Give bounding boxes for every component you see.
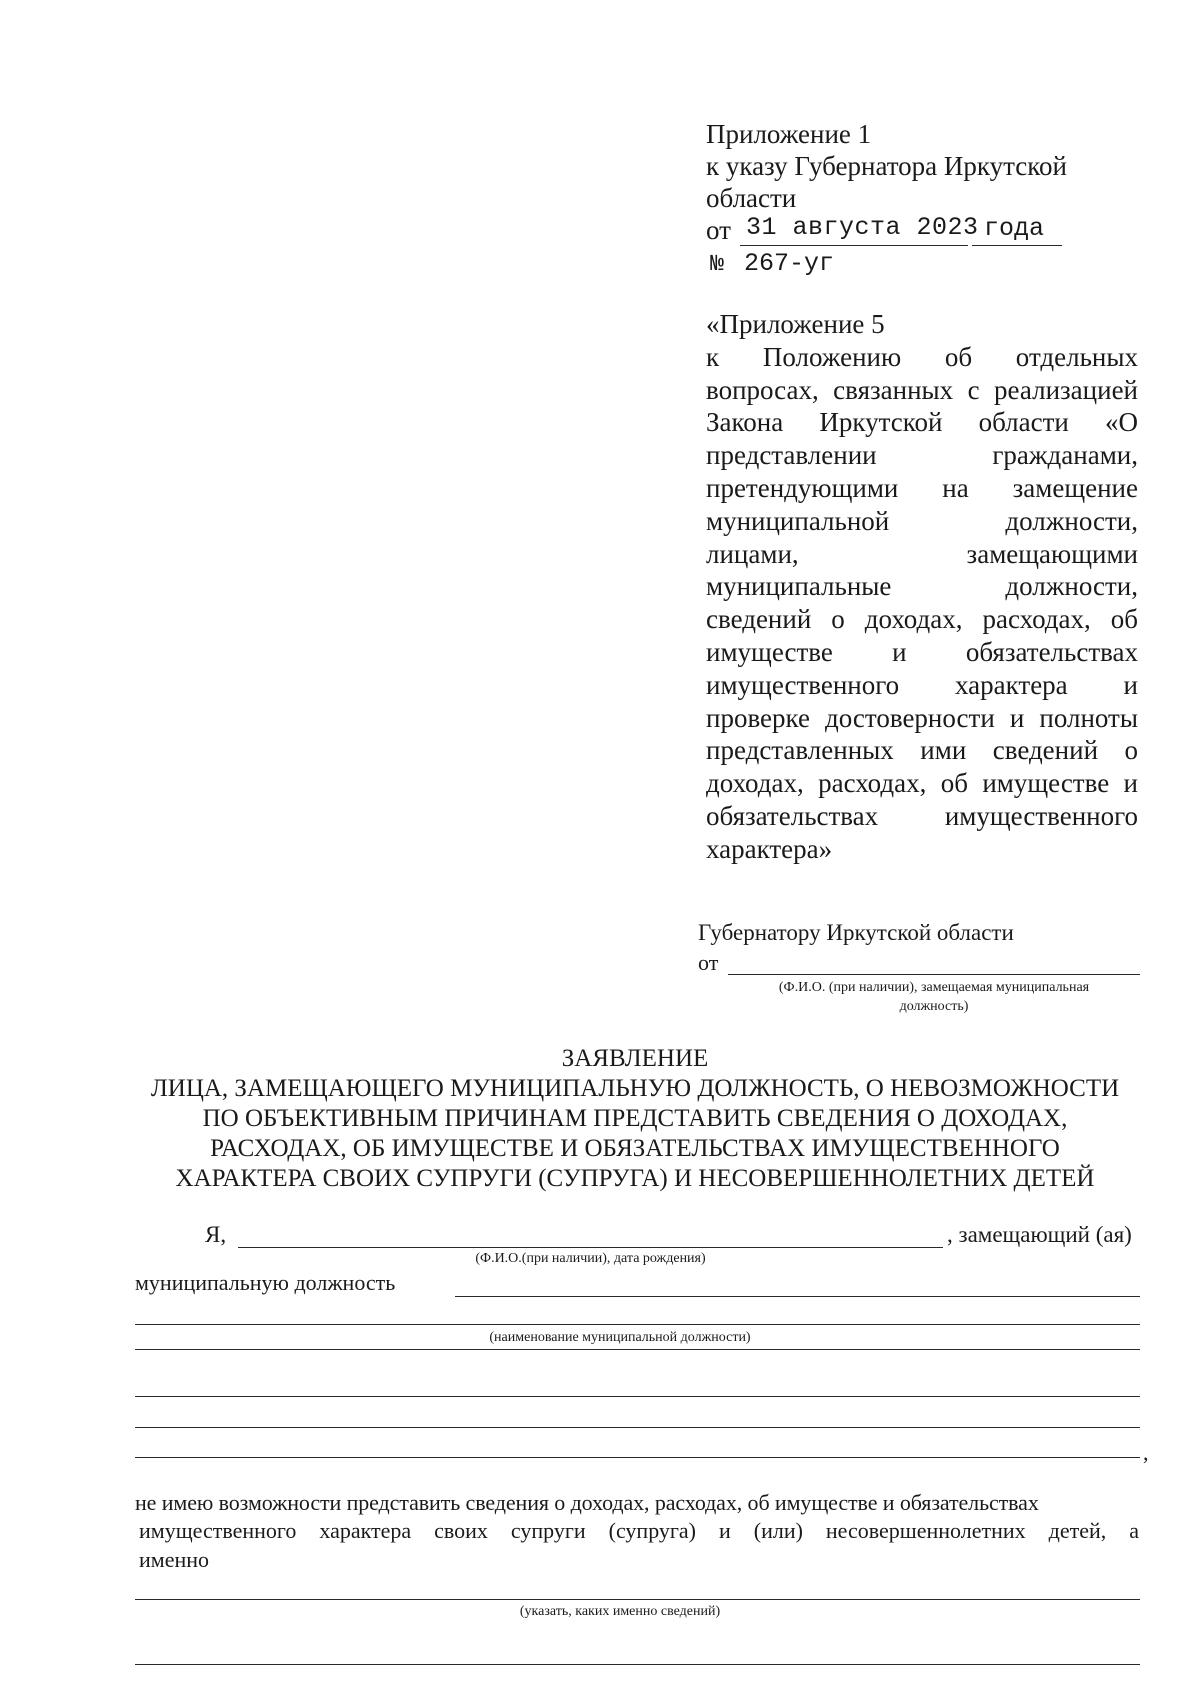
annex-5-line: муниципальные должности, <box>706 571 1138 602</box>
date-value: 31 августа 2023 <box>746 213 979 242</box>
annex-5-title: «Приложение 5 <box>706 309 885 339</box>
annex-5-line: представлении гражданами, <box>706 440 1138 471</box>
position-caption: (наименование муниципальной должности) <box>420 1330 820 1346</box>
title-line: ЛИЦА, ЗАМЕЩАЮЩЕГО МУНИЦИПАЛЬНУЮ ДОЛЖНОСТЬ, О НЕВОЗМОЖНОСТИ <box>150 1075 1120 1102</box>
annex-5-line: имущественного характера и <box>706 669 1138 700</box>
position-field-line-5[interactable] <box>135 1427 1140 1428</box>
title-line: РАСХОДАХ, ОБ ИМУЩЕСТВЕ И ОБЯЗАТЕЛЬСТВАХ ИМУЩЕСТВЕННОГО <box>210 1135 1060 1162</box>
annex-1-number-line <box>706 248 1067 280</box>
specify-field[interactable] <box>135 1599 1140 1600</box>
date-suffix: года <box>984 214 1045 243</box>
annex-5-line: обязательствах имущественного <box>706 800 1138 831</box>
annex-5-line: проверке достоверности и полноты <box>706 702 1138 733</box>
annex-5-line: Закона Иркутской области «О <box>706 407 1138 438</box>
date-suffix-underline <box>972 245 1062 246</box>
number-sign: № <box>710 251 724 277</box>
name-caption: (Ф.И.О.(при наличии), дата рождения) <box>475 1251 706 1266</box>
annex-5-last-line: характера» <box>706 833 833 864</box>
position-field-line-3[interactable] <box>135 1349 1140 1350</box>
title-line: ПО ОБЪЕКТИВНЫМ ПРИЧИНАМ ПРЕДСТАВИТЬ СВЕДЕНИЯ О ДОХОДАХ, <box>202 1105 1068 1132</box>
addressee-caption-2: должность) <box>899 999 969 1014</box>
date-underline <box>740 245 968 246</box>
date-prefix: от <box>706 215 731 245</box>
position-field-line-6[interactable] <box>135 1457 1140 1458</box>
title-line: ЗАЯВЛЕНИЕ <box>561 1045 709 1072</box>
statement-line-2: имущественного характера своих супруги (супруга) и (или) несовершеннолетних детей, а <box>139 1518 1139 1543</box>
position-label: муниципальную должность <box>135 1270 396 1295</box>
addressee-from-label: от <box>698 950 719 975</box>
annex-1-header <box>706 118 1067 280</box>
number-value: 267-уг <box>744 249 835 278</box>
addressee-caption-1: (Ф.И.О. (при наличии), замещаемая муниципальная <box>778 980 1090 995</box>
position-field-line-4[interactable] <box>135 1396 1140 1397</box>
annex-5-line: имуществе и обязательствах <box>706 636 1138 667</box>
i-label: Я, <box>205 1222 227 1247</box>
annex-5-line: лицами, замещающими <box>706 538 1138 569</box>
statement-line-3: именно <box>139 1547 210 1572</box>
specify-caption: (указать, каких именно сведений) <box>519 1604 721 1619</box>
annex-5-line: муниципальной должности, <box>706 505 1138 536</box>
annex-5-line: представленных ими сведений о <box>706 735 1138 766</box>
document-title <box>110 1044 1160 1194</box>
title-line: ХАРАКТЕРА СВОИХ СУПРУГИ (СУПРУГА) И НЕСОВЕРШЕННОЛЕТНИХ ДЕТЕЙ <box>175 1165 1095 1192</box>
replacing-label: , замещающий (ая) <box>947 1222 1132 1247</box>
addressee-from-field[interactable] <box>728 974 1140 975</box>
name-field[interactable] <box>238 1247 943 1248</box>
annex-1-date-line <box>706 214 1067 246</box>
specify-field-line-2[interactable] <box>135 1664 1140 1665</box>
annex-1-title: Приложение 1 <box>706 119 872 149</box>
position-comma: , <box>1143 1440 1149 1465</box>
annex-1-decree-line: к указу Губернатора Иркутской <box>706 151 1067 181</box>
annex-5-line: вопросах, связанных с реализацией <box>706 374 1138 405</box>
annex-5-header <box>706 308 1138 866</box>
addressee-to: Губернатору Иркутской области <box>698 920 1014 945</box>
annex-5-line: претендующими на замещение <box>706 472 1138 503</box>
annex-1-region-line: области <box>706 183 797 213</box>
annex-5-line: к Положению об отдельных <box>706 341 1138 372</box>
annex-5-line: сведений о доходах, расходах, об <box>706 604 1138 635</box>
statement-line-1: не имею возможности представить сведения о доходах, расходах, об имуществе и обязательствах <box>135 1490 1039 1515</box>
position-field-line-2[interactable] <box>135 1324 1140 1325</box>
annex-5-line: доходах, расходах, об имуществе и <box>706 768 1138 799</box>
position-field-line-1[interactable] <box>455 1296 1140 1297</box>
